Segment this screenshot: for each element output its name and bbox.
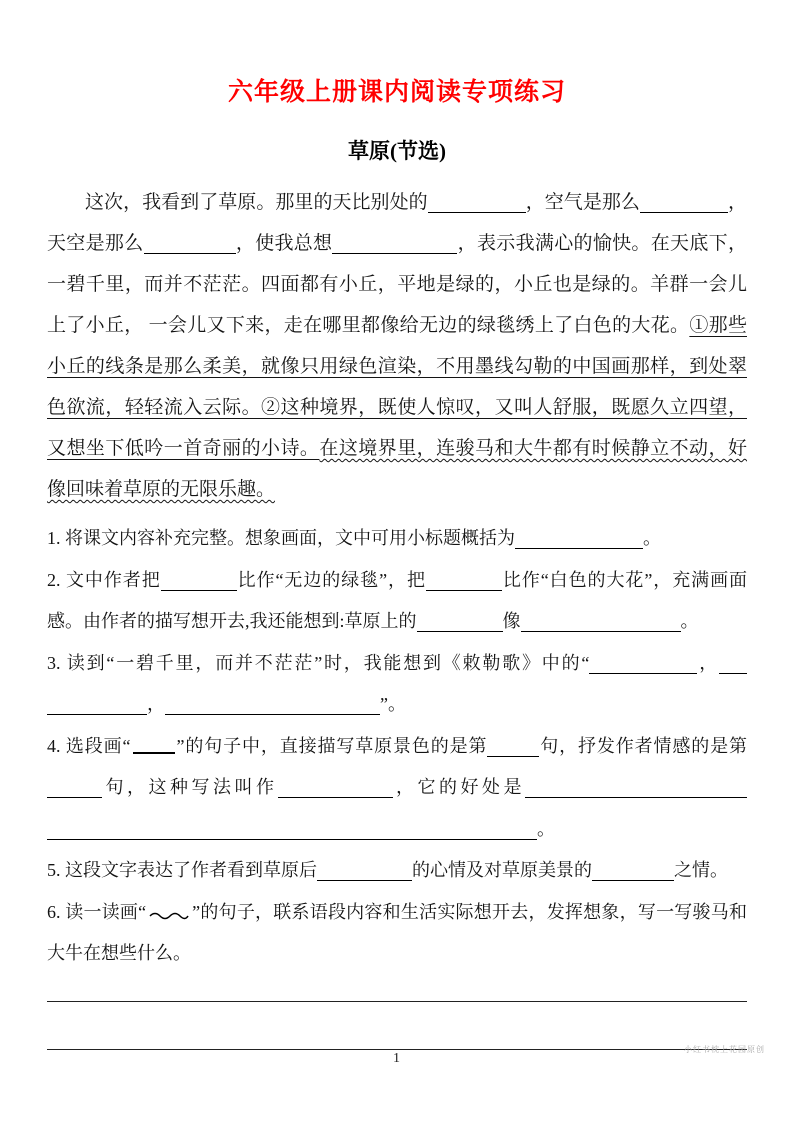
text-run: ”的句子，联系语段内容和生活实际想开去，发挥想象，写一写骏马和大牛在想些什么。: [47, 901, 747, 963]
watermark: 小红书枕上花园原创: [684, 1045, 765, 1054]
text-run: 。: [643, 528, 661, 548]
text-run: 5. 这段文字表达了作者看到草原后: [47, 860, 317, 880]
blank-line: [47, 817, 537, 840]
text-run: ”的句子中，直接描写草原景色的是第: [176, 735, 488, 756]
blank-line: [592, 858, 674, 881]
question-item: [47, 850, 747, 892]
text-run: ，天空是那么: [47, 192, 747, 254]
blank-line: [47, 692, 147, 715]
blank-line: [144, 231, 236, 254]
question-item: [47, 892, 747, 975]
blank-line: [47, 775, 102, 798]
text-run: 。: [537, 818, 555, 839]
blank-line: [161, 568, 237, 591]
text-run: ，: [147, 694, 165, 714]
wavy-underlined-sentence: 在这境界里，连骏马和大牛都有时候静立不动，好像回味着草原的无限乐趣。: [47, 438, 747, 500]
passage: [47, 182, 747, 510]
passage-title: 草原(节选): [348, 139, 446, 163]
blank-line: [165, 692, 380, 715]
blank-line: [589, 651, 697, 674]
answer-lines: [47, 977, 747, 1050]
page-number: 1: [393, 1051, 400, 1066]
page-title: 六年级上册课内阅读专项练习: [227, 79, 566, 106]
blank-line: [521, 609, 681, 632]
text-run: 像: [502, 611, 521, 631]
text-run: ，使我总想: [235, 233, 333, 254]
blank-line: [640, 190, 728, 213]
blank-line: [332, 231, 457, 254]
blank-line: [426, 568, 502, 591]
text-run: ”。: [380, 694, 406, 714]
answer-line: [47, 977, 747, 1002]
text-run: ，空气是那么: [525, 192, 640, 213]
text-run: 4. 选段画“: [47, 735, 131, 756]
text-run: 句，这种写法叫作: [102, 777, 278, 797]
text-run: 1. 将课文内容补充完整。想象画面，文中可用小标题概括为: [47, 528, 515, 548]
text-run: ，表示我满心的愉快。在天底下，一碧千里，而并不茫茫。四面都有小丘，平地是绿的，小丘也是绿的。羊群一会儿上了小丘， 一会儿又下来，走在哪里都像给无边的绿毯绣上了白色的大花。: [47, 233, 747, 336]
blank-line: [317, 858, 412, 881]
text-run: ，: [697, 652, 720, 673]
text-run: 比作“无边的绿毯”，把: [236, 569, 426, 590]
underlined-sentence: ①那些小丘的线条是那么柔美，就像只用绿色渲染，不用墨线勾勒的中国画那样，到处翠色欲流，轻轻流入云际。②这种境界，既使人惊叹，又叫人舒服，既愿久立四望，又想坐下低吟一首奇丽的小诗。: [47, 315, 747, 459]
blank-line: [428, 190, 526, 213]
text-run: 2. 文中作者把: [47, 569, 161, 590]
blank-line: [719, 651, 747, 674]
text-run: 比作“白色的大花”，充满画面感。由作者的描写想开去,我还能想到:草原上的: [47, 569, 748, 631]
text-run: 3. 读到“一碧千里，而并不茫茫”时，我能想到《敕勒歌》中的“: [47, 652, 590, 673]
text-run: ，它的好处是: [392, 777, 525, 797]
wavy-line-mark: [149, 910, 189, 920]
questions-list: [47, 518, 747, 975]
text-run: 之情。: [674, 860, 728, 880]
blank-line: [515, 526, 643, 549]
text-run: 6. 读一读画“: [47, 901, 147, 922]
text-run: 这次，我看到了草原。那里的天比别处的: [85, 192, 428, 213]
blank-line: [417, 609, 503, 632]
question-item: [47, 726, 747, 851]
question-item: [47, 518, 747, 560]
answer-line: [47, 1002, 747, 1050]
text-run: 的心情及对草原美景的: [412, 860, 592, 880]
blank-line: [487, 734, 539, 757]
solid-line-mark: [133, 737, 175, 754]
blank-line: [525, 775, 747, 798]
blank-line: [278, 775, 393, 798]
text-run: 。: [680, 611, 699, 631]
text-run: 句，抒发作者情感的是第: [539, 735, 747, 756]
question-item: [47, 643, 747, 726]
question-item: [47, 560, 747, 643]
